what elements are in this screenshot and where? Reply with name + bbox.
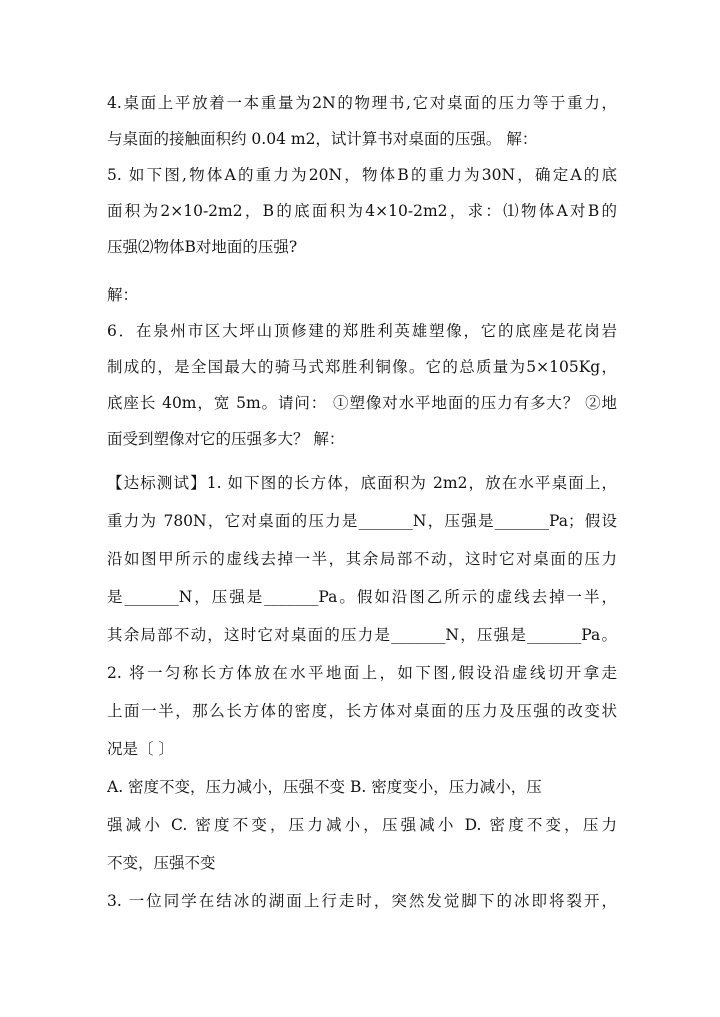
text-line: 是_______N，压强是_______Pa。假如沿图乙所示的虚线去掉一半， [107, 588, 617, 606]
text-line: 沿如图甲所示的虚线去掉一半，其余局部不动，这时它对桌面的压力 [107, 550, 617, 568]
text-line: 上面一半，那么长方体的密度，长方体对桌面的压力及压强的改变状 [107, 702, 617, 720]
text-line: 制成的，是全国最大的骑马式郑胜利铜像。它的总质量为5×105Kg， [107, 358, 617, 376]
text-line: A. 密度不变，压力减小，压强不变 B. 密度变小，压力减小，压 [107, 778, 542, 796]
text-line: 压强⑵物体B对地面的压强? [107, 238, 298, 256]
text-line: 重力为 780N，它对桌面的压力是_______N，压强是_______Pa；假设 [107, 512, 617, 530]
text-line: 强减小 C. 密度不变，压力减小，压强减小 D. 密度不变，压力 [107, 816, 617, 834]
text-line: 解： [107, 286, 139, 304]
text-line: 况是〔 〕 [107, 740, 174, 758]
text-line: 其余局部不动，这时它对桌面的压力是_______N，压强是_______Pa。 [107, 626, 617, 644]
text-line: 与桌面的接触面积约 0.04 m2，试计算书对桌面的压强。 解： [107, 130, 538, 148]
text-line: 【达标测试】1. 如下图的长方体，底面积为 2m2，放在水平桌面上， [107, 474, 617, 492]
text-line: 2. 将一匀称长方体放在水平地面上，如下图,假设沿虚线切开拿走 [107, 664, 617, 682]
text-line: 4.桌面上平放着一本重量为2N的物理书,它对桌面的压力等于重力， [107, 94, 617, 112]
text-line: 6．在泉州市区大坪山顶修建的郑胜利英雄塑像，它的底座是花岗岩 [107, 322, 617, 340]
text-line: 5. 如下图,物体A的重力为20N，物体B的重力为30N，确定A的底 [107, 166, 617, 184]
text-line: 面受到塑像对它的压强多大？ 解： [107, 430, 345, 448]
text-line: 不变，压强不变 [107, 854, 216, 872]
text-line: 3. 一位同学在结冰的湖面上行走时，突然发觉脚下的冰即将裂开， [107, 892, 617, 910]
text-line: 底座长 40m，宽 5m。请问： ①塑像对水平地面的压力有多大？ ②地 [107, 394, 617, 412]
text-line: 面积为2×10-2m2，B的底面积为4×10-2m2，求：⑴物体A对B的 [107, 202, 617, 220]
